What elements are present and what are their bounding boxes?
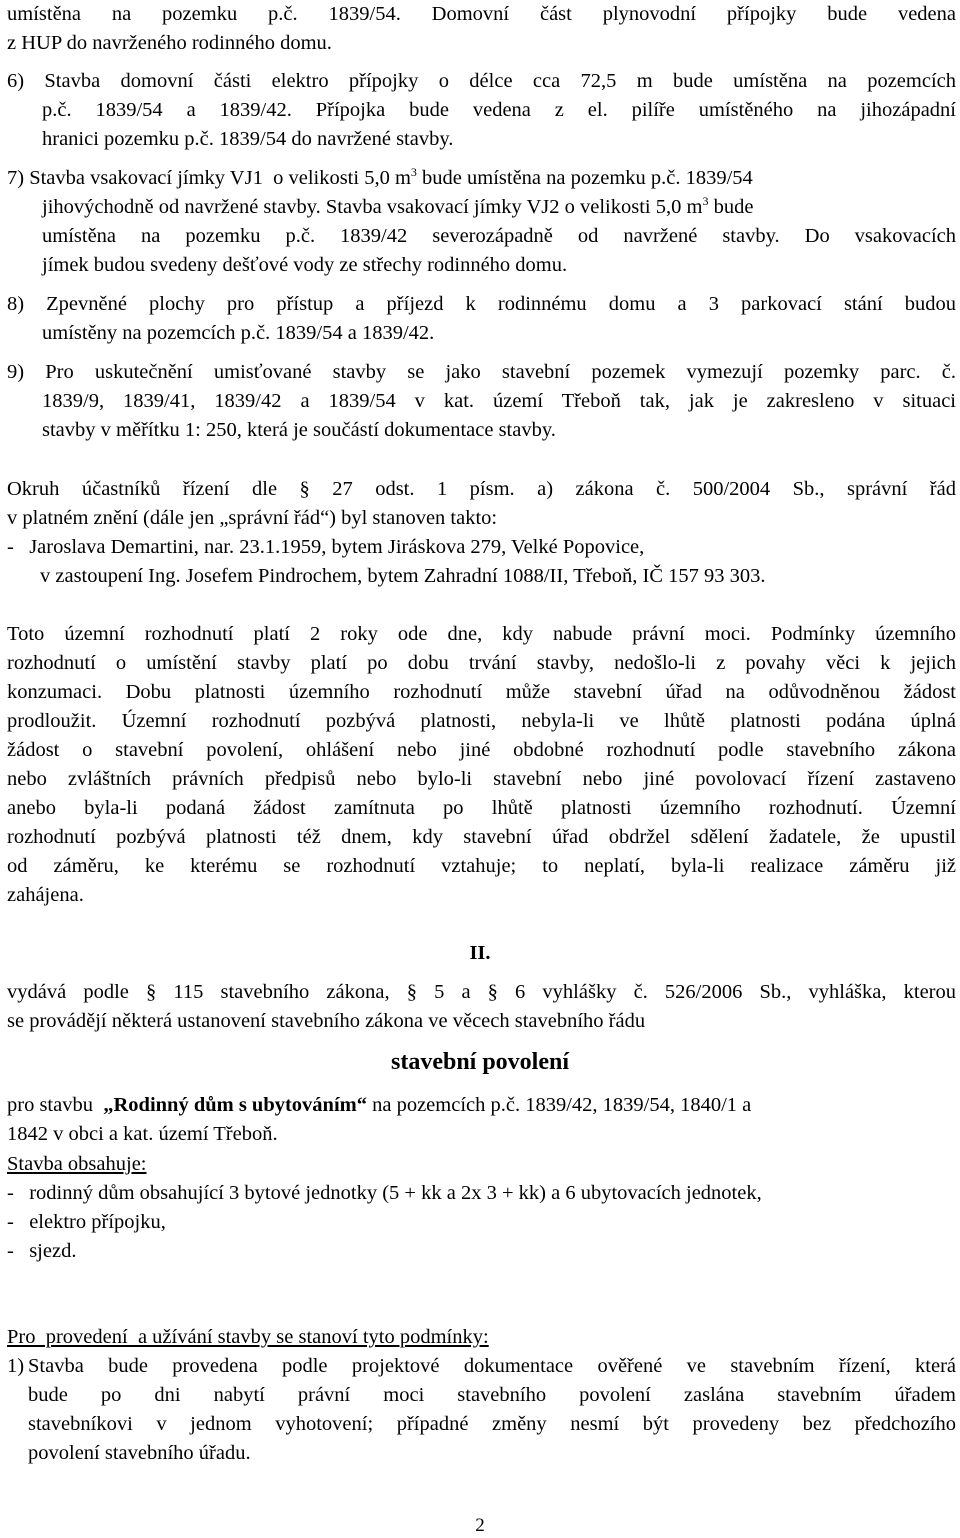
text-line <box>7 166 956 190</box>
text-line: rozhodnutí o umístění stavby platí po dobu trvání stavby, nedošlo-li z povahy věci k jejich <box>7 652 956 674</box>
project-name: „Rodinný dům s ubytováním“ <box>103 1094 367 1116</box>
document-title: stavební povolení <box>390 1049 570 1075</box>
text-line: hranici pozemku p.č. 1839/54 do navržené stavby. <box>42 128 454 150</box>
text-line: v zastoupení Ing. Josefem Pindrochem, bytem Zahradní 1088/II, Třeboň, IČ 157 93 303. <box>40 565 766 587</box>
condition-number: 1) <box>7 1355 25 1377</box>
text-line: z HUP do navrženého rodinného domu. <box>7 32 332 54</box>
text-line: 9) Pro uskutečnění umisťované stavby se jako stavební pozemek vymezují pozemky parc. č. <box>7 361 956 383</box>
text-line: vydává podle § 115 stavebního zákona, § 5 a § 6 vyhlášky č. 526/2006 Sb., vyhláška, kterou <box>7 981 956 1003</box>
text-line <box>7 1093 956 1117</box>
text-line: stavby v měřítku 1: 250, která je součástí dokumentace stavby. <box>42 419 556 441</box>
list-heading: Stavba obsahuje: <box>7 1153 147 1175</box>
conditions-heading: Pro provedení a užívání stavby se stanoví tyto podmínky: <box>7 1326 489 1348</box>
text-span: bude <box>708 196 754 218</box>
text-line <box>42 195 753 219</box>
text-span: bude umístěna na pozemku p.č. 1839/54 <box>416 167 753 189</box>
text-line: 8) Zpevněné plochy pro přístup a příjezd k rodinnému domu a 3 parkovací stání budou <box>7 293 956 315</box>
text-line: v platném znění (dále jen „správní řád“) byl stanoven takto: <box>7 507 498 529</box>
text-line: stavebníkovi v jednom vyhotovení; případné změny nesmí být provedeny bez předchozího <box>28 1413 956 1435</box>
text-line: žádost o stavební povolení, ohlášení nebo jiné obdobné rozhodnutí podle stavebního zákona <box>7 739 956 761</box>
text-line: bude po dni nabytí právní moci stavebního povolení zaslána stavebním úřadem <box>28 1384 956 1406</box>
text-span: jihovýchodně od navržené stavby. Stavba vsakovací jímky VJ2 o velikosti 5,0 m <box>42 196 703 218</box>
text-line: 1839/9, 1839/41, 1839/42 a 1839/54 v kat. území Třeboň tak, jak je zakresleno v situaci <box>42 390 956 412</box>
text-span: na pozemcích p.č. 1839/42, 1839/54, 1840/1 a <box>366 1094 752 1116</box>
list-item: - sjezd. <box>7 1240 77 1262</box>
text-line: jímek budou svedeny dešťové vody ze střechy rodinného domu. <box>42 254 568 276</box>
text-line: od záměru, ke kterému se rozhodnutí vztahuje; to neplatí, byla-li realizace záměru již <box>7 855 956 877</box>
list-item: - rodinný dům obsahující 3 bytové jednotky (5 + kk a 2x 3 + kk) a 6 ubytovacích jednotek, <box>7 1182 762 1204</box>
list-item: - elektro přípojku, <box>7 1211 166 1233</box>
text-line: Stavba bude provedena podle projektové dokumentace ověřené ve stavebním řízení, která <box>28 1355 956 1377</box>
text-line: umístěna na pozemku p.č. 1839/54. Domovní část plynovodní přípojky bude vedena <box>7 3 956 25</box>
text-line: anebo byla-li podaná žádost zamítnuta po lhůtě platnosti územního rozhodnutí. Územní <box>7 797 956 819</box>
text-line: p.č. 1839/54 a 1839/42. Přípojka bude vedena z el. pilíře umístěného na jihozápadní <box>42 99 956 121</box>
text-line: umístěny na pozemcích p.č. 1839/54 a 1839/42. <box>42 322 435 344</box>
text-line: nebo zvláštních právních předpisů nebo bylo-li stavební nebo jiné povolovací řízení zastaveno <box>7 768 956 790</box>
text-line: 1842 v obci a kat. území Třeboň. <box>7 1123 278 1145</box>
text-span: 7) Stavba vsakovací jímky VJ1 o velikosti 5,0 m <box>7 167 411 189</box>
text-line: 6) Stavba domovní části elektro přípojky o délce cca 72,5 m bude umístěna na pozemcích <box>7 70 956 92</box>
text-span: pro stavbu <box>7 1094 104 1116</box>
text-line: prodloužit. Územní rozhodnutí pozbývá platnosti, nebyla-li ve lhůtě platnosti podána úplná <box>7 710 956 732</box>
page-number: 2 <box>475 1515 485 1536</box>
superscript: 3 <box>410 165 417 180</box>
superscript: 3 <box>702 194 709 209</box>
text-line: - Jaroslava Demartini, nar. 23.1.1959, bytem Jiráskova 279, Velké Popovice, <box>7 536 645 558</box>
text-line: Okruh účastníků řízení dle § 27 odst. 1 písm. a) zákona č. 500/2004 Sb., správní řád <box>7 478 956 500</box>
text-line: zahájena. <box>7 884 84 906</box>
text-line: rozhodnutí pozbývá platnosti též dnem, kdy stavební úřad obdržel sdělení žadatele, že upustil <box>7 826 956 848</box>
section-heading: II. <box>469 942 491 964</box>
text-line: povolení stavebního úřadu. <box>28 1442 251 1464</box>
text-line: se provádějí některá ustanovení stavebního zákona ve věcech stavebního řádu <box>7 1010 646 1032</box>
text-line: umístěna na pozemku p.č. 1839/42 severozápadně od navržené stavby. Do vsakovacích <box>42 225 956 247</box>
text-line: konzumaci. Dobu platnosti územního rozhodnutí může stavební úřad na odůvodněnou žádost <box>7 681 956 703</box>
text-line: Toto územní rozhodnutí platí 2 roky ode dne, kdy nabude právní moci. Podmínky územního <box>7 623 956 645</box>
